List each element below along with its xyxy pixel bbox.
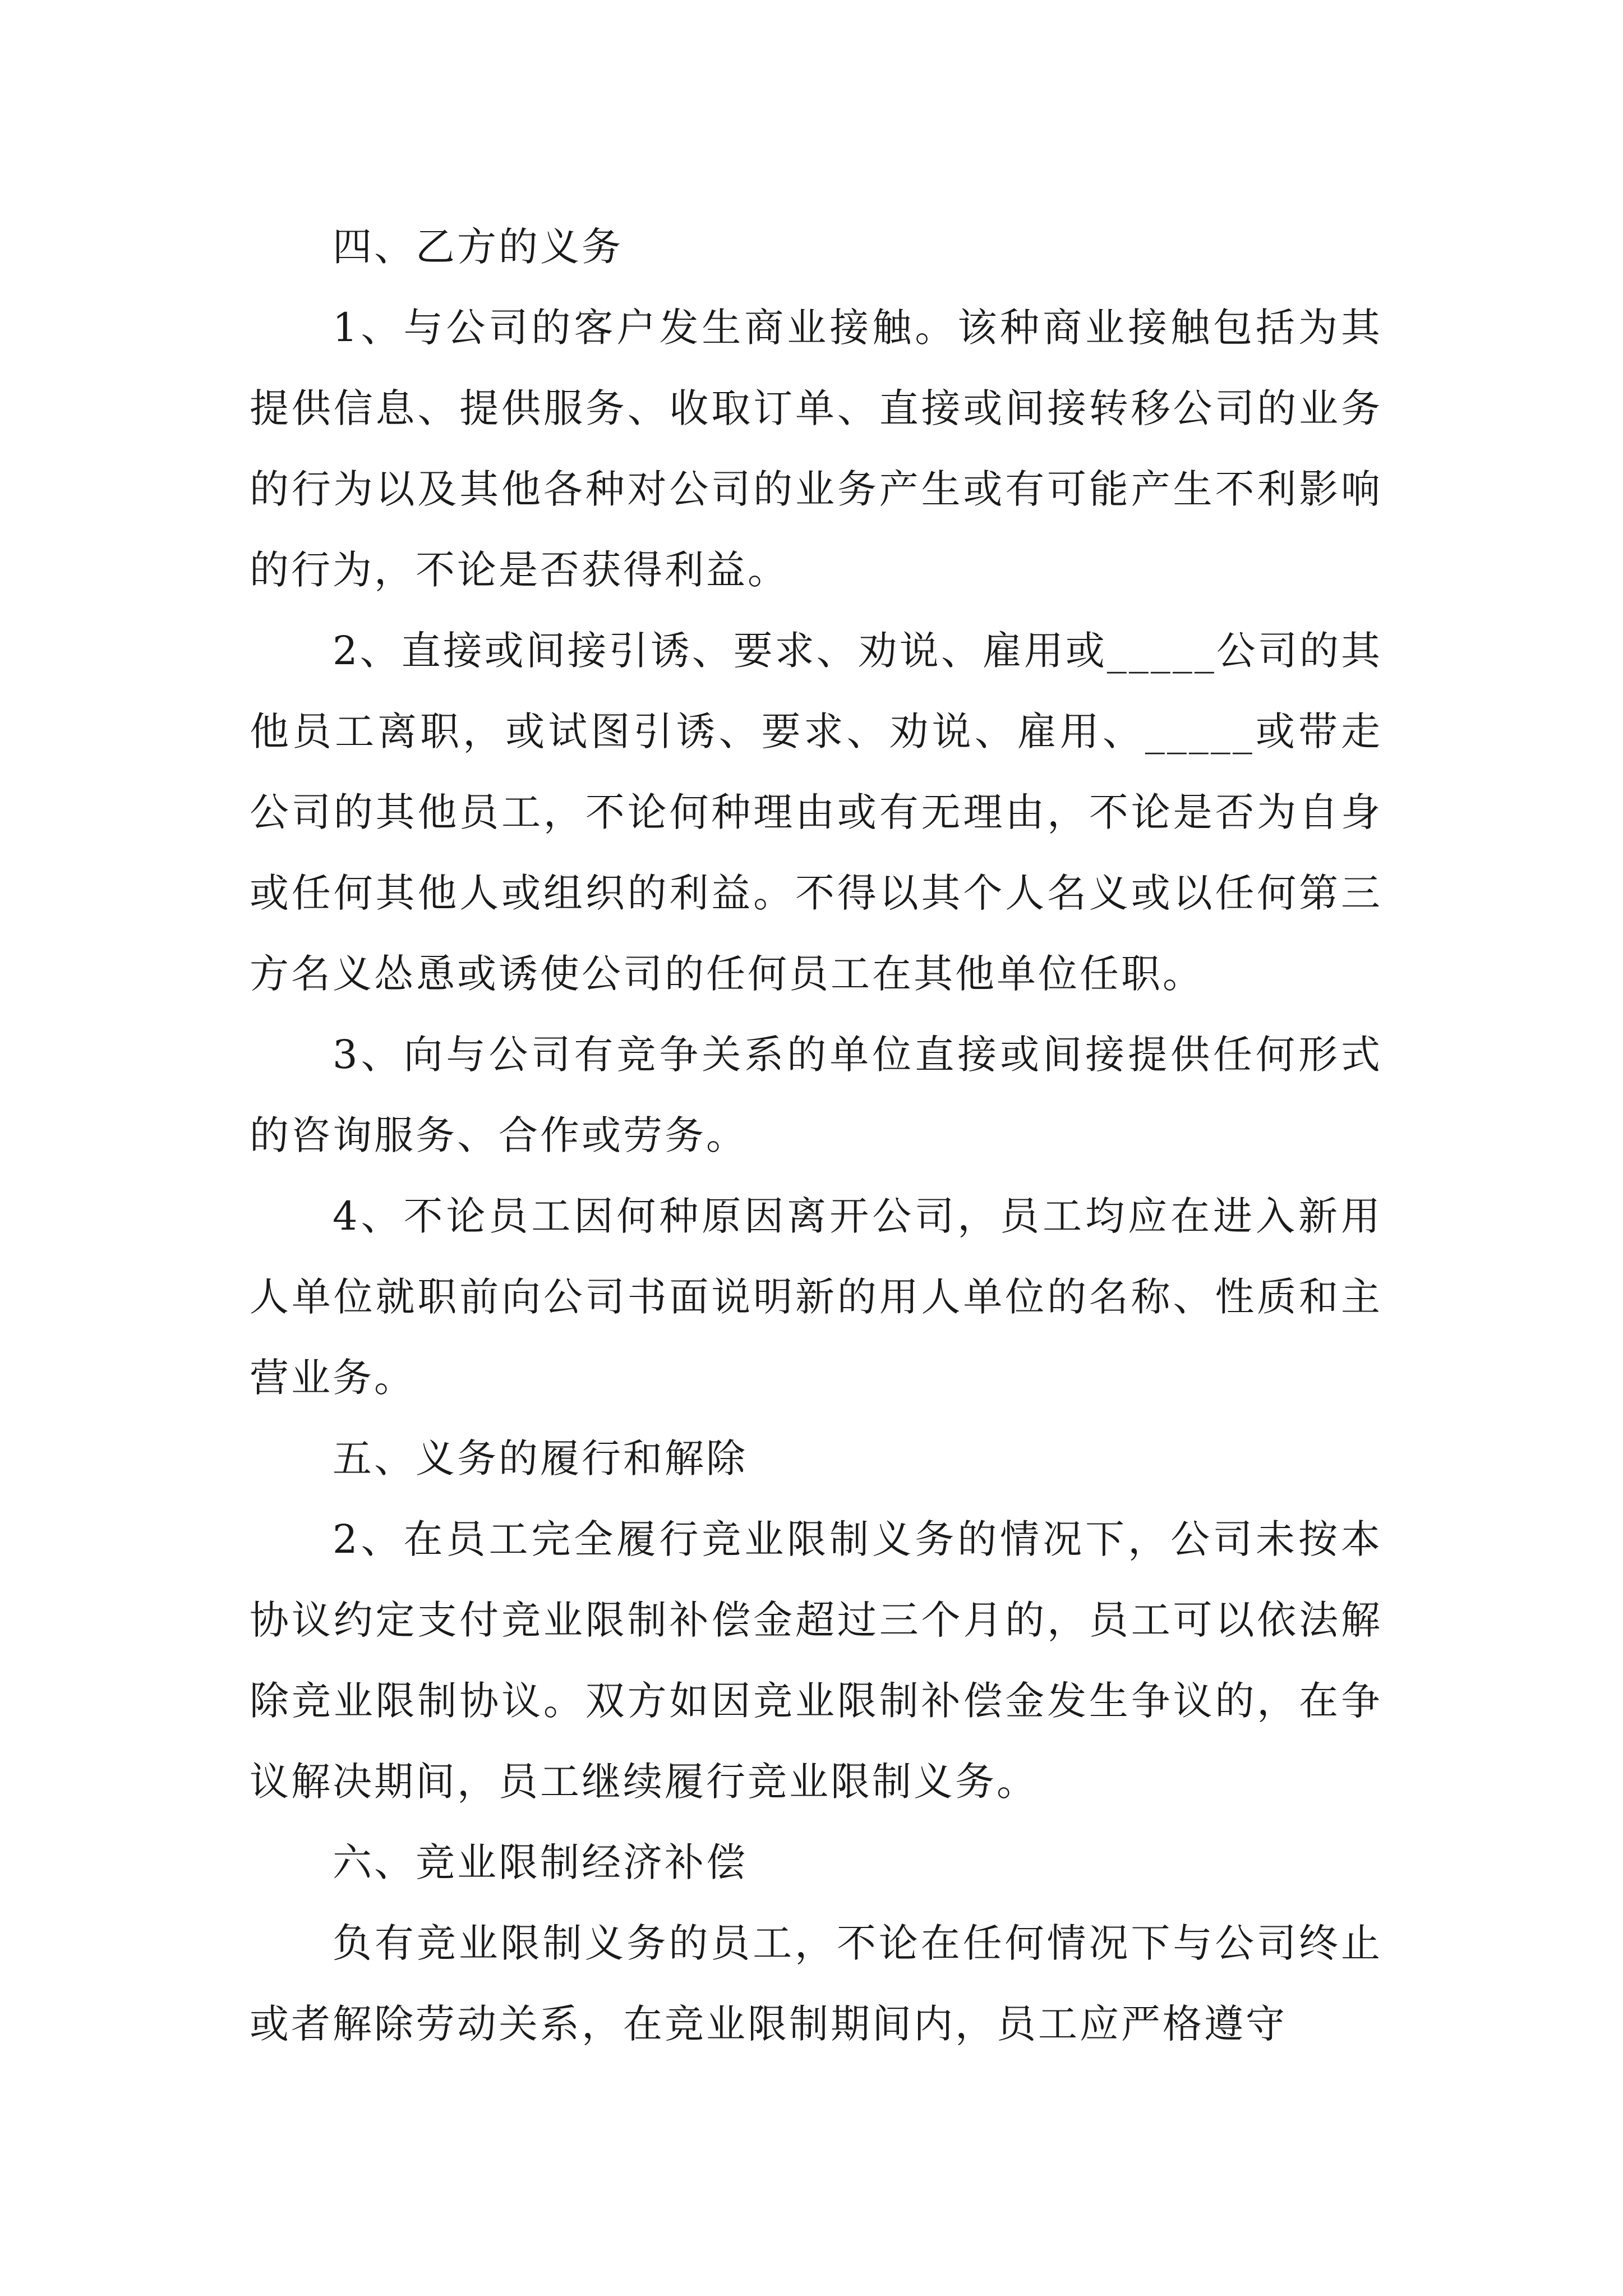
paragraph-clause-1: 1、与公司的客户发生商业接触。该种商业接触包括为其提供信息、提供服务、收取订单、直接或间接转移公司的业务的行为以及其他各种对公司的业务产生或有可能产生不利影响的行为，不论是否获得利益。 xyxy=(250,305,1382,593)
section-heading-obligations: 四、乙方的义务 xyxy=(333,224,623,270)
section-heading-compensation: 六、竞业限制经济补偿 xyxy=(333,1839,748,1885)
paragraph-clause-4: 4、不论员工因何种原因离开公司，员工均应在进入新用人单位就职前向公司书面说明新的用人单位的名称、性质和主营业务。 xyxy=(250,1193,1382,1401)
paragraph-clause-2: 2、直接或间接引诱、要求、劝说、雇用或_____公司的其他员工离职，或试图引诱、要求、劝说、雇用、_____或带走公司的其他员工，不论何种理由或有无理由，不论是否为自身或任何其他人或组织的利益。不得以其个人名义或以任何第三方名义怂恿或诱使公司的任何员工在其他单位任职。 xyxy=(250,628,1382,997)
document-body xyxy=(250,206,1382,2064)
paragraph-compensation: 负有竞业限制义务的员工，不论在任何情况下与公司终止或者解除劳动关系，在竞业限制期间内，员工应严格遵守 xyxy=(250,1920,1382,2047)
section-heading-performance: 五、义务的履行和解除 xyxy=(333,1435,748,1481)
paragraph-performance-2: 2、在员工完全履行竞业限制义务的情况下，公司未按本协议约定支付竞业限制补偿金超过三个月的，员工可以依法解除竞业限制协议。双方如因竞业限制补偿金发生争议的，在争议解决期间，员工继续履行竞业限制义务。 xyxy=(250,1516,1382,1805)
paragraph-clause-3: 3、向与公司有竞争关系的单位直接或间接提供任何形式的咨询服务、合作或劳务。 xyxy=(250,1032,1382,1158)
